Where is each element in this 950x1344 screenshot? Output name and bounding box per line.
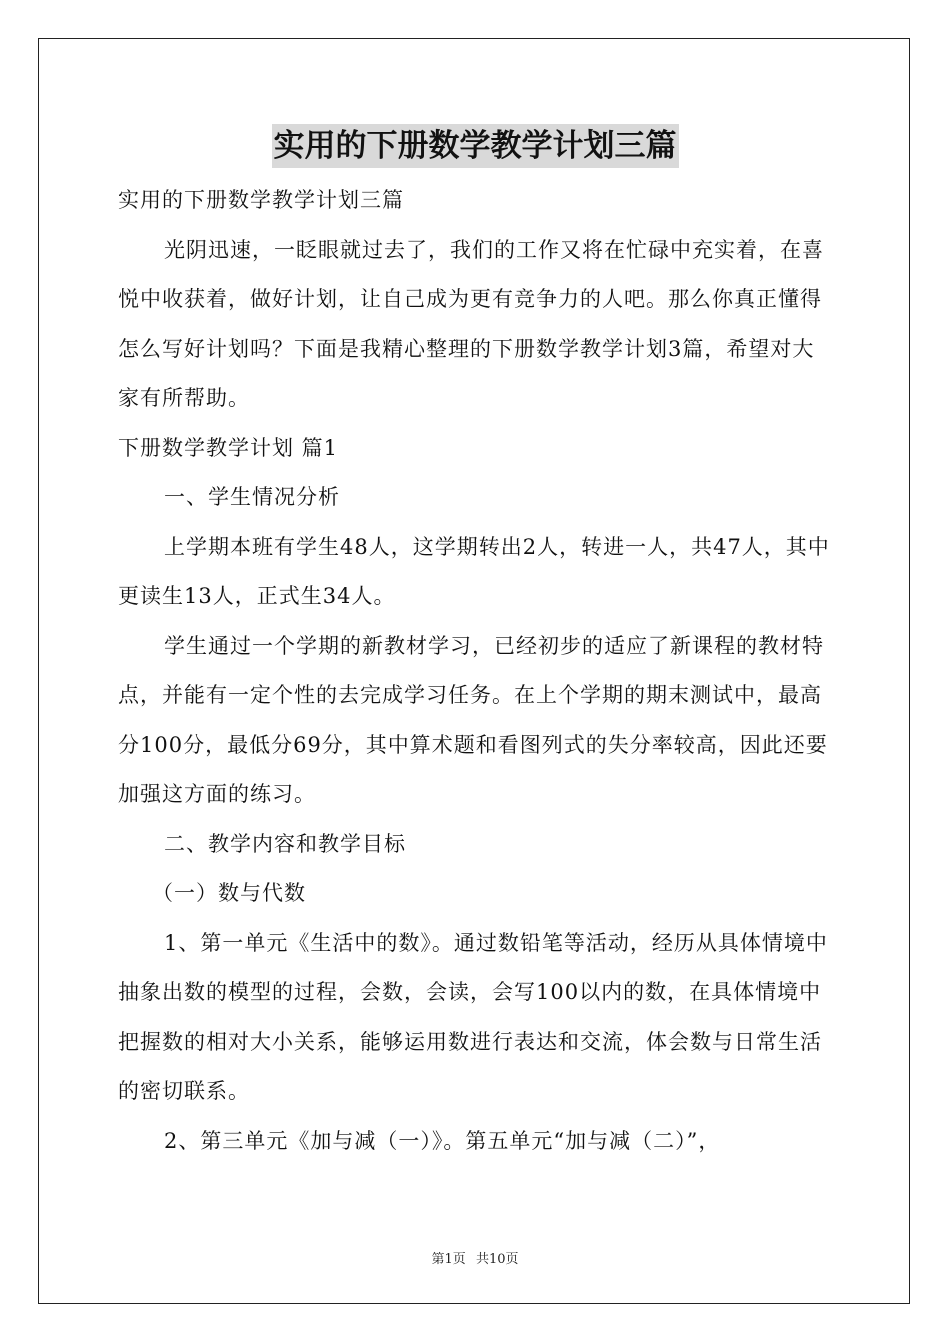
page-footer (0, 1248, 950, 1267)
paragraph: 下册数学教学计划 篇1 (118, 435, 339, 460)
paragraph: 二、教学内容和教学目标 (164, 831, 406, 856)
paragraph: （一）数与代数 (152, 881, 306, 905)
page-number: 第1页 (431, 1252, 466, 1267)
paragraph: 1、第一单元《生活中的数》。通过数铅笔等活动，经历从具体情境中抽象出数的模型的过程，会数，会读，会写100以内的数，在具体情境中把握数的相对大小关系，能够运用数进行表达和交流，体会数与日常生活的密切联系。 (118, 930, 828, 1103)
paragraph: 学生通过一个学期的新教材学习，已经初步的适应了新课程的教材特点，并能有一定个性的去完成学习任务。在上个学期的期末测试中，最高分100分，最低分69分，其中算术题和看图列式的失分率较高，因此还要加强这方面的练习。 (118, 633, 828, 806)
page-total: 共10页 (475, 1252, 519, 1267)
paragraph: 光阴迅速，一眨眼就过去了，我们的工作又将在忙碌中充实着，在喜悦中收获着，做好计划，让自己成为更有竞争力的人吧。那么你真正懂得怎么写好计划吗？下面是我精心整理的下册数学教学计划3篇，希望对大家有所帮助。 (118, 237, 824, 410)
paragraph: 2、第三单元《加与减（一）》。第五单元“加与减（二）”， (164, 1128, 721, 1153)
title-area (0, 124, 950, 168)
paragraph: 一、学生情况分析 (164, 485, 340, 509)
paragraph: 实用的下册数学教学计划三篇 (118, 188, 404, 212)
document-title: 实用的下册数学教学计划三篇 (272, 124, 679, 168)
document-body (118, 176, 834, 1166)
paragraph: 上学期本班有学生48人，这学期转出2人，转进一人，共47人，其中更读生13人，正式生34人。 (118, 534, 830, 608)
